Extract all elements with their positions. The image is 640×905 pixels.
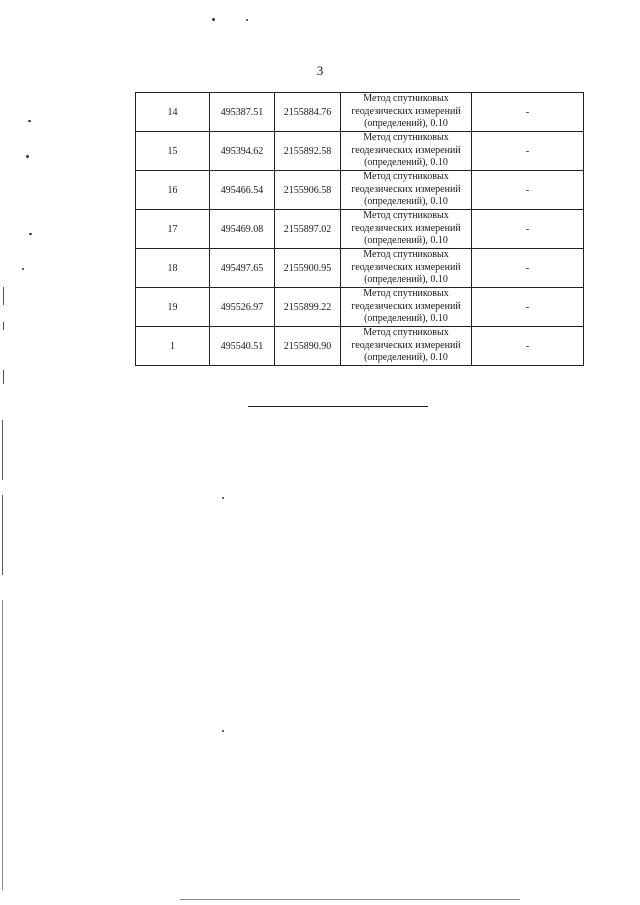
y-coordinate-cell: 2155884.76 bbox=[275, 93, 341, 132]
scan-speck bbox=[28, 120, 31, 122]
y-coordinate-cell: 2155897.02 bbox=[275, 210, 341, 249]
scan-edge-mark bbox=[2, 420, 3, 480]
x-coordinate-cell: 495466.54 bbox=[210, 171, 275, 210]
scan-edge-mark bbox=[3, 287, 4, 305]
footer-rule bbox=[180, 899, 520, 900]
x-coordinate-cell: 495469.08 bbox=[210, 210, 275, 249]
scan-edge-mark bbox=[3, 322, 4, 330]
y-coordinate-cell: 2155892.58 bbox=[275, 132, 341, 171]
coordinates-table bbox=[135, 92, 584, 366]
method-text-line: (определений), 0.10 bbox=[364, 352, 448, 364]
x-coordinate-cell: 495526.97 bbox=[210, 288, 275, 327]
scan-edge-mark bbox=[3, 370, 4, 384]
method-cell bbox=[341, 93, 472, 132]
method-text-line: (определений), 0.10 bbox=[364, 157, 448, 169]
x-coordinate-cell: 495394.62 bbox=[210, 132, 275, 171]
table-row bbox=[136, 132, 584, 171]
note-cell: - bbox=[472, 288, 584, 327]
y-coordinate-cell: 2155906.58 bbox=[275, 171, 341, 210]
coordinates-table-body bbox=[136, 93, 584, 366]
note-cell: - bbox=[472, 210, 584, 249]
method-text-line: (определений), 0.10 bbox=[364, 274, 448, 286]
point-number-cell: 17 bbox=[136, 210, 210, 249]
method-text-line: Метод спутниковых bbox=[363, 93, 449, 105]
scan-speck bbox=[222, 497, 224, 499]
method-text-line: геодезических измерений bbox=[351, 144, 461, 156]
y-coordinate-cell: 2155899.22 bbox=[275, 288, 341, 327]
method-cell bbox=[341, 288, 472, 327]
method-text-line: геодезических измерений bbox=[351, 339, 461, 351]
point-number-cell: 14 bbox=[136, 93, 210, 132]
scan-edge-mark bbox=[2, 600, 3, 890]
scan-speck bbox=[26, 155, 29, 158]
note-cell: - bbox=[472, 93, 584, 132]
method-cell bbox=[341, 210, 472, 249]
method-text-line: Метод спутниковых bbox=[363, 171, 449, 183]
scan-speck bbox=[22, 268, 24, 270]
method-text-line: Метод спутниковых bbox=[363, 327, 449, 339]
table-row bbox=[136, 93, 584, 132]
x-coordinate-cell: 495497.65 bbox=[210, 249, 275, 288]
point-number-cell: 18 bbox=[136, 249, 210, 288]
end-of-section-rule bbox=[248, 406, 428, 407]
scan-speck bbox=[212, 18, 215, 21]
method-text-line: геодезических измерений bbox=[351, 261, 461, 273]
method-cell bbox=[341, 249, 472, 288]
x-coordinate-cell: 495540.51 bbox=[210, 327, 275, 366]
method-text-line: (определений), 0.10 bbox=[364, 118, 448, 130]
table-row bbox=[136, 210, 584, 249]
y-coordinate-cell: 2155900.95 bbox=[275, 249, 341, 288]
point-number-cell: 19 bbox=[136, 288, 210, 327]
y-coordinate-cell: 2155890.90 bbox=[275, 327, 341, 366]
method-text-line: Метод спутниковых bbox=[363, 132, 449, 144]
method-text-line: Метод спутниковых bbox=[363, 288, 449, 300]
note-cell: - bbox=[472, 249, 584, 288]
scan-edge-mark bbox=[2, 495, 3, 575]
method-cell bbox=[341, 327, 472, 366]
method-text-line: геодезических измерений bbox=[351, 222, 461, 234]
method-cell bbox=[341, 171, 472, 210]
method-text-line: геодезических измерений bbox=[351, 105, 461, 117]
method-text-line: (определений), 0.10 bbox=[364, 196, 448, 208]
scan-speck bbox=[246, 19, 248, 21]
method-text-line: Метод спутниковых bbox=[363, 249, 449, 261]
scan-speck bbox=[29, 233, 32, 235]
scan-speck bbox=[222, 730, 224, 732]
method-text-line: геодезических измерений bbox=[351, 183, 461, 195]
table-row bbox=[136, 327, 584, 366]
method-text-line: геодезических измерений bbox=[351, 300, 461, 312]
note-cell: - bbox=[472, 171, 584, 210]
point-number-cell: 16 bbox=[136, 171, 210, 210]
page-number: 3 bbox=[316, 63, 324, 78]
table-row bbox=[136, 171, 584, 210]
point-number-cell: 1 bbox=[136, 327, 210, 366]
method-text-line: (определений), 0.10 bbox=[364, 313, 448, 325]
method-text-line: Метод спутниковых bbox=[363, 210, 449, 222]
table-row bbox=[136, 288, 584, 327]
method-text-line: (определений), 0.10 bbox=[364, 235, 448, 247]
note-cell: - bbox=[472, 132, 584, 171]
x-coordinate-cell: 495387.51 bbox=[210, 93, 275, 132]
note-cell: - bbox=[472, 327, 584, 366]
point-number-cell: 15 bbox=[136, 132, 210, 171]
method-cell bbox=[341, 132, 472, 171]
table-row bbox=[136, 249, 584, 288]
